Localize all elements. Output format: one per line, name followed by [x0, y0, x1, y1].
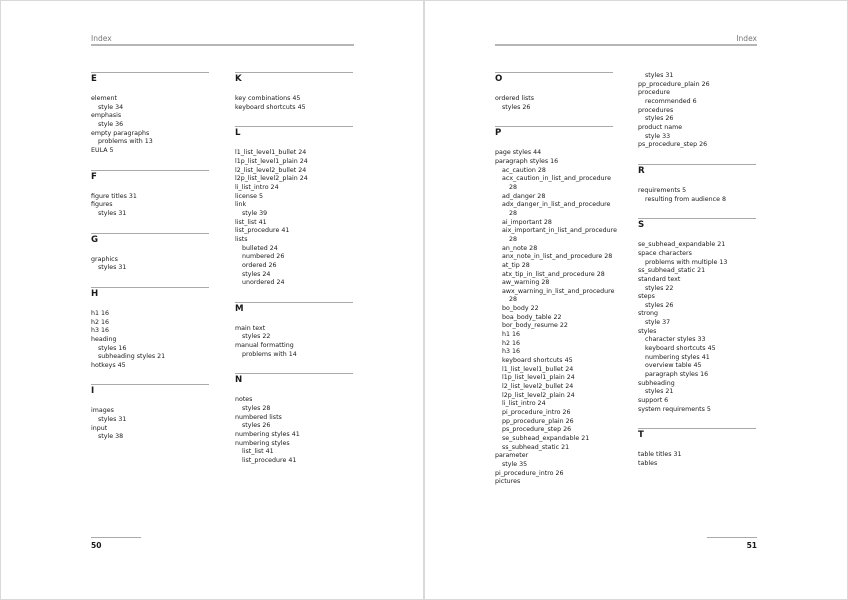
index-entry: empty paragraphs: [91, 129, 150, 137]
section-letter: S: [638, 220, 645, 231]
index-entry: figures: [91, 201, 113, 209]
section-letter: H: [91, 288, 99, 299]
index-entry: adx_danger_in_list_and_procedure: [502, 201, 611, 209]
index-entry: pp_procedure_plain 26: [502, 417, 574, 425]
index-entry: resulting from audience 8: [645, 195, 727, 203]
index-entry: keyboard shortcuts 45: [502, 357, 573, 365]
section-letter: P: [495, 128, 502, 139]
index-section: [235, 373, 353, 465]
index-entry: ordered 26: [242, 261, 277, 269]
index-entry: styles 22: [242, 333, 271, 341]
index-entry: style 34: [98, 103, 124, 111]
index-entry: ps_procedure_step 26: [502, 426, 572, 434]
index-entry: l2p_list_level2_plain 24: [502, 391, 575, 399]
index-entry: style 36: [98, 120, 124, 128]
index-entry: awx_warning_in_list_and_procedure: [502, 287, 615, 295]
index-entry: li_list_intro 24: [502, 400, 546, 408]
index-section: [638, 72, 756, 150]
index-entry: styles 31: [98, 264, 127, 272]
index-entry: anx_note_in_list_and_procedure 28: [502, 253, 613, 261]
index-entry: styles 16: [98, 344, 127, 352]
page-number: 50: [91, 541, 102, 550]
index-entry: acx_caution_in_list_and_procedure: [502, 175, 611, 183]
index-entry: h2 16: [502, 339, 521, 347]
running-header: Index: [91, 34, 112, 43]
index-entry: h2 16: [91, 318, 110, 326]
section-rule: [235, 126, 353, 127]
index-entry: h1 16: [502, 331, 521, 339]
index-entry: styles 31: [98, 416, 127, 424]
index-entry: manual formatting: [235, 342, 294, 350]
index-entry: li_list_intro 24: [235, 183, 279, 191]
index-entry: style 37: [645, 319, 671, 327]
index-entry: 28: [509, 209, 518, 217]
section-letter: F: [91, 171, 97, 182]
section-letter: E: [91, 74, 97, 84]
index-column: [495, 72, 617, 487]
index-entry: l2_list_level2_bullet 24: [235, 166, 307, 174]
index-entry: space characters: [638, 249, 692, 257]
index-entry: h3 16: [91, 327, 110, 335]
index-entry: problems with 14: [242, 350, 297, 358]
index-entry: styles 21: [645, 388, 674, 396]
index-entry: ps_procedure_step 26: [638, 141, 708, 149]
index-entry: notes: [235, 396, 253, 404]
section-letter: N: [235, 375, 243, 386]
index-entry: style 33: [645, 132, 671, 140]
section-rule: [638, 164, 756, 165]
section-letter: M: [235, 303, 244, 314]
section-rule: [495, 126, 613, 127]
index-entry: 28: [509, 296, 518, 304]
index-entry: paragraph styles 16: [495, 157, 559, 165]
right-page: [425, 1, 847, 599]
header-rule: [91, 44, 354, 46]
index-entry: link: [235, 201, 247, 209]
running-header: Index: [736, 34, 757, 43]
index-entry: page styles 44: [495, 149, 542, 157]
section-letter: L: [235, 128, 241, 139]
index-entry: table titles 31: [638, 451, 682, 459]
index-entry: keyboard shortcuts 45: [235, 103, 306, 111]
index-entry: at_tip 28: [502, 261, 530, 269]
index-entry: recommended 6: [645, 97, 697, 105]
index-entry: strong: [638, 310, 659, 318]
index-entry: steps: [638, 293, 655, 301]
section-letter: K: [235, 74, 242, 84]
index-entry: hotkeys 45: [91, 361, 126, 369]
index-section: [235, 126, 353, 288]
index-entry: styles 31: [98, 209, 127, 217]
index-entry: ai_important 28: [502, 218, 552, 226]
index-entry: l1p_list_level1_plain 24: [235, 157, 308, 165]
index-entry: numbering styles 41: [645, 353, 710, 361]
index-column: [638, 72, 756, 469]
index-section: [91, 72, 209, 156]
index-section: [495, 126, 617, 487]
index-entry: element: [91, 95, 117, 102]
footer-rule: [91, 537, 141, 538]
index-entry: images: [91, 407, 114, 415]
index-entry: figure titles 31: [91, 192, 137, 200]
index-entry: l1p_list_level1_plain 24: [502, 374, 575, 382]
index-entry: atx_tip_in_list_and_procedure 28: [502, 270, 605, 278]
index-entry: style 35: [502, 460, 528, 468]
index-section: [495, 72, 617, 112]
index-entry: problems with multiple 13: [645, 258, 728, 266]
index-section: [91, 287, 209, 371]
index-entry: 28: [509, 183, 518, 191]
left-page: [1, 1, 423, 599]
section-letter: T: [638, 430, 644, 441]
index-entry: style 38: [98, 433, 124, 441]
index-entry: numbering styles: [235, 439, 290, 447]
index-entry: pi_procedure_intro 26: [502, 409, 571, 416]
index-section: [638, 428, 756, 468]
index-entry: pi_procedure_intro 26: [495, 469, 564, 477]
index-entry: l2p_list_level2_plain 24: [235, 175, 308, 183]
index-entry: heading: [91, 335, 117, 343]
index-entry: an_note 28: [502, 244, 538, 252]
header-rule: [495, 44, 757, 46]
index-entry: styles 26: [645, 301, 674, 309]
index-entry: bulleted 24: [242, 244, 278, 252]
section-rule: [495, 72, 613, 73]
index-entry: list_list 41: [235, 218, 267, 226]
index-section: [91, 233, 209, 273]
index-section: [91, 384, 209, 442]
index-entry: styles: [638, 327, 657, 335]
index-entry: subheading: [638, 379, 675, 387]
section-rule: [91, 170, 209, 171]
index-entry: license 5: [235, 192, 263, 200]
index-entry: se_subhead_expandable 21: [502, 434, 590, 442]
index-entry: list_procedure 41: [242, 457, 297, 465]
index-entry: EULA 5: [91, 146, 114, 154]
index-entry: ss_subhead_static 21: [638, 267, 706, 275]
index-entry: numbering styles 41: [235, 431, 300, 439]
index-entry: unordered 24: [242, 279, 285, 287]
section-rule: [91, 384, 209, 385]
index-entry: styles 31: [645, 72, 674, 79]
index-entry: product name: [638, 123, 683, 131]
index-entry: l1_list_level1_bullet 24: [235, 149, 307, 157]
index-section: [235, 302, 353, 360]
page-number: 51: [746, 541, 757, 550]
index-entry: aix_important_in_list_and_procedure: [502, 227, 617, 235]
index-section: [638, 164, 756, 204]
index-entry: lists: [235, 235, 248, 243]
index-entry: h3 16: [502, 348, 521, 356]
index-entry: bor_body_resume 22: [502, 322, 568, 330]
index-entry: l1_list_level1_bullet 24: [502, 365, 574, 373]
section-letter: G: [91, 234, 99, 245]
index-entry: list_list 41: [242, 448, 274, 456]
index-column: [235, 72, 353, 466]
index-entry: pictures: [495, 478, 521, 486]
section-rule: [91, 72, 209, 73]
index-entry: standard text: [638, 275, 681, 283]
section-letter: R: [638, 165, 645, 176]
index-entry: 28: [509, 235, 518, 243]
index-entry: styles 22: [645, 284, 674, 292]
section-rule: [91, 287, 209, 288]
index-entry: styles 26: [502, 103, 531, 111]
section-letter: I: [91, 386, 95, 397]
index-entry: paragraph styles 16: [645, 371, 709, 379]
index-column: [91, 72, 209, 442]
index-entry: keyboard shortcuts 45: [645, 345, 716, 353]
index-entry: input: [91, 424, 108, 432]
section-rule: [91, 233, 209, 234]
index-entry: ss_subhead_static 21: [502, 443, 570, 451]
footer-rule: [707, 537, 757, 538]
index-entry: boa_body_table 22: [502, 313, 562, 321]
index-entry: ad_danger 28: [502, 192, 546, 200]
index-entry: numbered 26: [242, 253, 285, 261]
index-entry: styles 26: [242, 422, 271, 430]
index-entry: se_subhead_expandable 21: [638, 241, 726, 249]
index-entry: styles 26: [645, 115, 674, 123]
index-entry: h1 16: [91, 309, 110, 317]
index-entry: list_procedure 41: [235, 227, 290, 235]
index-entry: bo_body 22: [502, 305, 539, 313]
section-rule: [235, 373, 353, 374]
index-entry: key combinations 45: [235, 95, 301, 102]
index-section: [638, 218, 756, 414]
section-rule: [638, 428, 756, 429]
index-entry: l2_list_level2_bullet 24: [502, 383, 574, 391]
index-entry: graphics: [91, 255, 118, 263]
index-entry: character styles 33: [645, 336, 706, 344]
index-entry: ac_caution 28: [502, 166, 546, 174]
index-section: [91, 170, 209, 219]
index-entry: style 39: [242, 209, 268, 217]
index-entry: parameter: [495, 452, 529, 460]
index-entry: system requirements 5: [638, 405, 711, 413]
index-entry: procedures: [638, 106, 674, 114]
section-letter: O: [495, 74, 503, 84]
index-entry: tables: [638, 460, 658, 467]
index-entry: procedure: [638, 89, 670, 97]
index-entry: main text: [235, 324, 266, 332]
section-rule: [235, 72, 353, 73]
index-section: [235, 72, 353, 112]
index-entry: support 6: [638, 397, 669, 405]
index-entry: pp_procedure_plain 26: [638, 80, 710, 88]
index-entry: styles 28: [242, 405, 271, 413]
section-rule: [638, 218, 756, 219]
index-entry: emphasis: [91, 112, 122, 120]
index-entry: styles 24: [242, 270, 271, 278]
index-entry: numbered lists: [235, 413, 282, 421]
index-entry: ordered lists: [495, 95, 535, 102]
section-rule: [235, 302, 353, 303]
index-entry: requirements 5: [638, 186, 687, 194]
index-entry: aw_warning 28: [502, 279, 550, 287]
index-entry: overview table 45: [645, 362, 702, 370]
index-entry: subheading styles 21: [98, 353, 166, 361]
index-entry: problems with 13: [98, 138, 153, 146]
